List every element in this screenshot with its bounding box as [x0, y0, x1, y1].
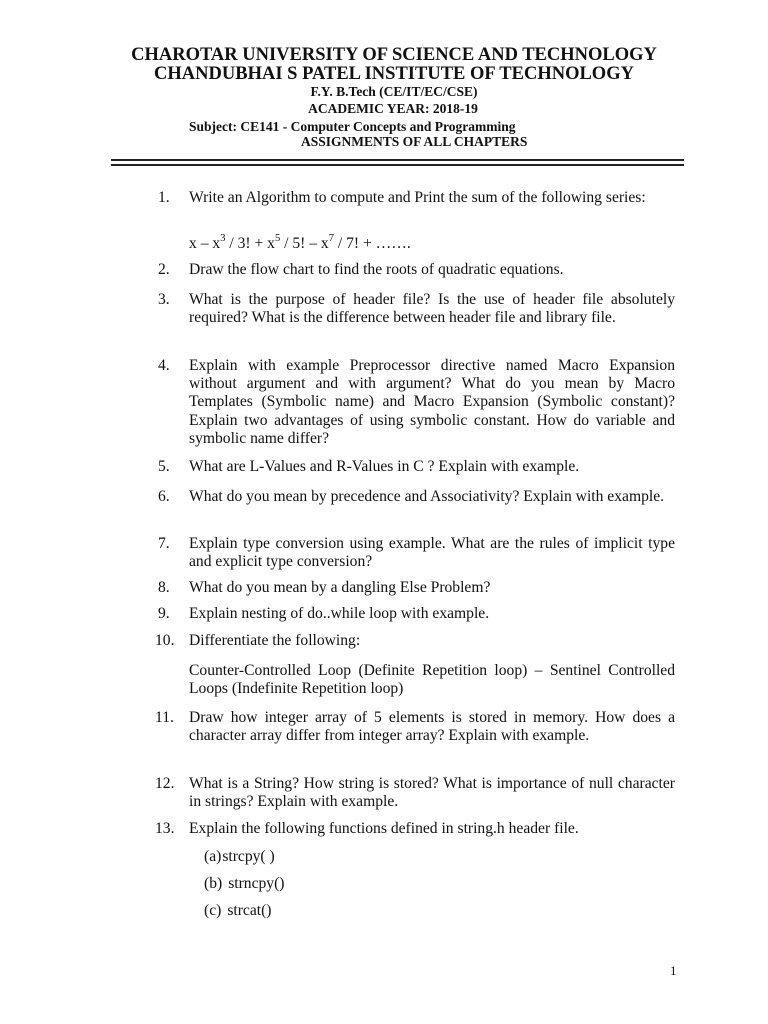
question-number: 1. — [158, 189, 170, 206]
function-label: (a) — [204, 848, 222, 865]
formula-exponent: 5 — [274, 233, 281, 244]
question-number: 12. — [155, 775, 175, 792]
assignments-title: ASSIGNMENTS OF ALL CHAPTERS — [301, 134, 528, 149]
subject-line: Subject: CE141 - Computer Concepts and Programming — [189, 119, 516, 134]
formula-term: / 5! – x — [280, 235, 329, 253]
formula-term: / 3! + x — [225, 235, 275, 253]
function-label: (c) — [204, 902, 222, 919]
header-rule-top — [111, 159, 684, 161]
question-text: Differentiate the following: — [189, 632, 361, 649]
function-name: strcpy( ) — [222, 848, 275, 865]
question-number: 9. — [158, 605, 170, 622]
question-number: 2. — [158, 261, 170, 278]
question-number: 7. — [158, 535, 170, 552]
question-number: 3. — [158, 291, 170, 308]
question-text: Draw the flow chart to find the roots of quadratic equations. — [189, 261, 564, 278]
q10-detail: Counter-Controlled Loop (Definite Repetition loop) – Sentinel Controlled Loops (Indefinite Repetition loop) — [189, 662, 675, 698]
academic-year: ACADEMIC YEAR: 2018-19 — [308, 101, 478, 116]
question-number: 11. — [155, 709, 174, 726]
question-number: 13. — [155, 820, 175, 837]
question-text: Explain type conversion using example. What are the rules of implicit type and explicit type conversion? — [189, 535, 675, 571]
program-line: F.Y. B.Tech (CE/IT/EC/CSE) — [310, 84, 478, 99]
question-number: 8. — [158, 579, 170, 596]
function-label: (b) — [204, 875, 223, 892]
institute-name: CHANDUBHAI S PATEL INSTITUTE OF TECHNOLOGY — [154, 64, 634, 84]
function-item-c — [204, 902, 271, 920]
page-number: 1 — [670, 963, 677, 978]
header-rule-bottom — [111, 164, 684, 166]
question-text: What are L-Values and R-Values in C ? Explain with example. — [189, 458, 580, 475]
formula-term: / 7! + ……. — [333, 235, 411, 253]
question-text: What do you mean by precedence and Associativity? Explain with example. — [189, 488, 665, 505]
function-item-b — [204, 875, 284, 893]
university-name: CHAROTAR UNIVERSITY OF SCIENCE AND TECHNOLOGY — [131, 45, 657, 65]
formula-exponent: 3 — [220, 233, 226, 244]
question-number: 5. — [158, 458, 170, 475]
question-text: What is a String? How string is stored? What is importance of null character in strings? Explain with example. — [189, 775, 675, 811]
question-number: 10. — [155, 632, 175, 649]
question-text: Explain the following functions defined in string.h header file. — [189, 820, 579, 837]
formula-term: x – x — [189, 235, 221, 253]
question-text: What is the purpose of header file? Is the use of header file absolutely required? What is the difference between header file and library file. — [189, 291, 675, 327]
series-formula — [189, 234, 411, 253]
question-text: Explain with example Preprocessor directive named Macro Expansion without argument and with argument? What do you mean by Macro Templates (Symbolic name) and Macro Expansion (Symbolic constant)? Explain two advantages of using symbolic constant. How do variable and symbolic name differ? — [189, 357, 675, 447]
function-name: strncpy() — [228, 875, 285, 892]
question-text: Draw how integer array of 5 elements is stored in memory. How does a character array differ from integer array? Explain with example. — [189, 709, 675, 745]
question-number: 4. — [158, 357, 170, 374]
question-text: What do you mean by a dangling Else Problem? — [189, 579, 491, 596]
question-text: Write an Algorithm to compute and Print the sum of the following series: — [189, 189, 646, 206]
function-name: strcat() — [227, 902, 272, 919]
question-text: Explain nesting of do..while loop with example. — [189, 605, 490, 622]
question-number: 6. — [158, 488, 170, 505]
function-item-a — [204, 848, 275, 866]
formula-exponent: 7 — [328, 233, 334, 244]
